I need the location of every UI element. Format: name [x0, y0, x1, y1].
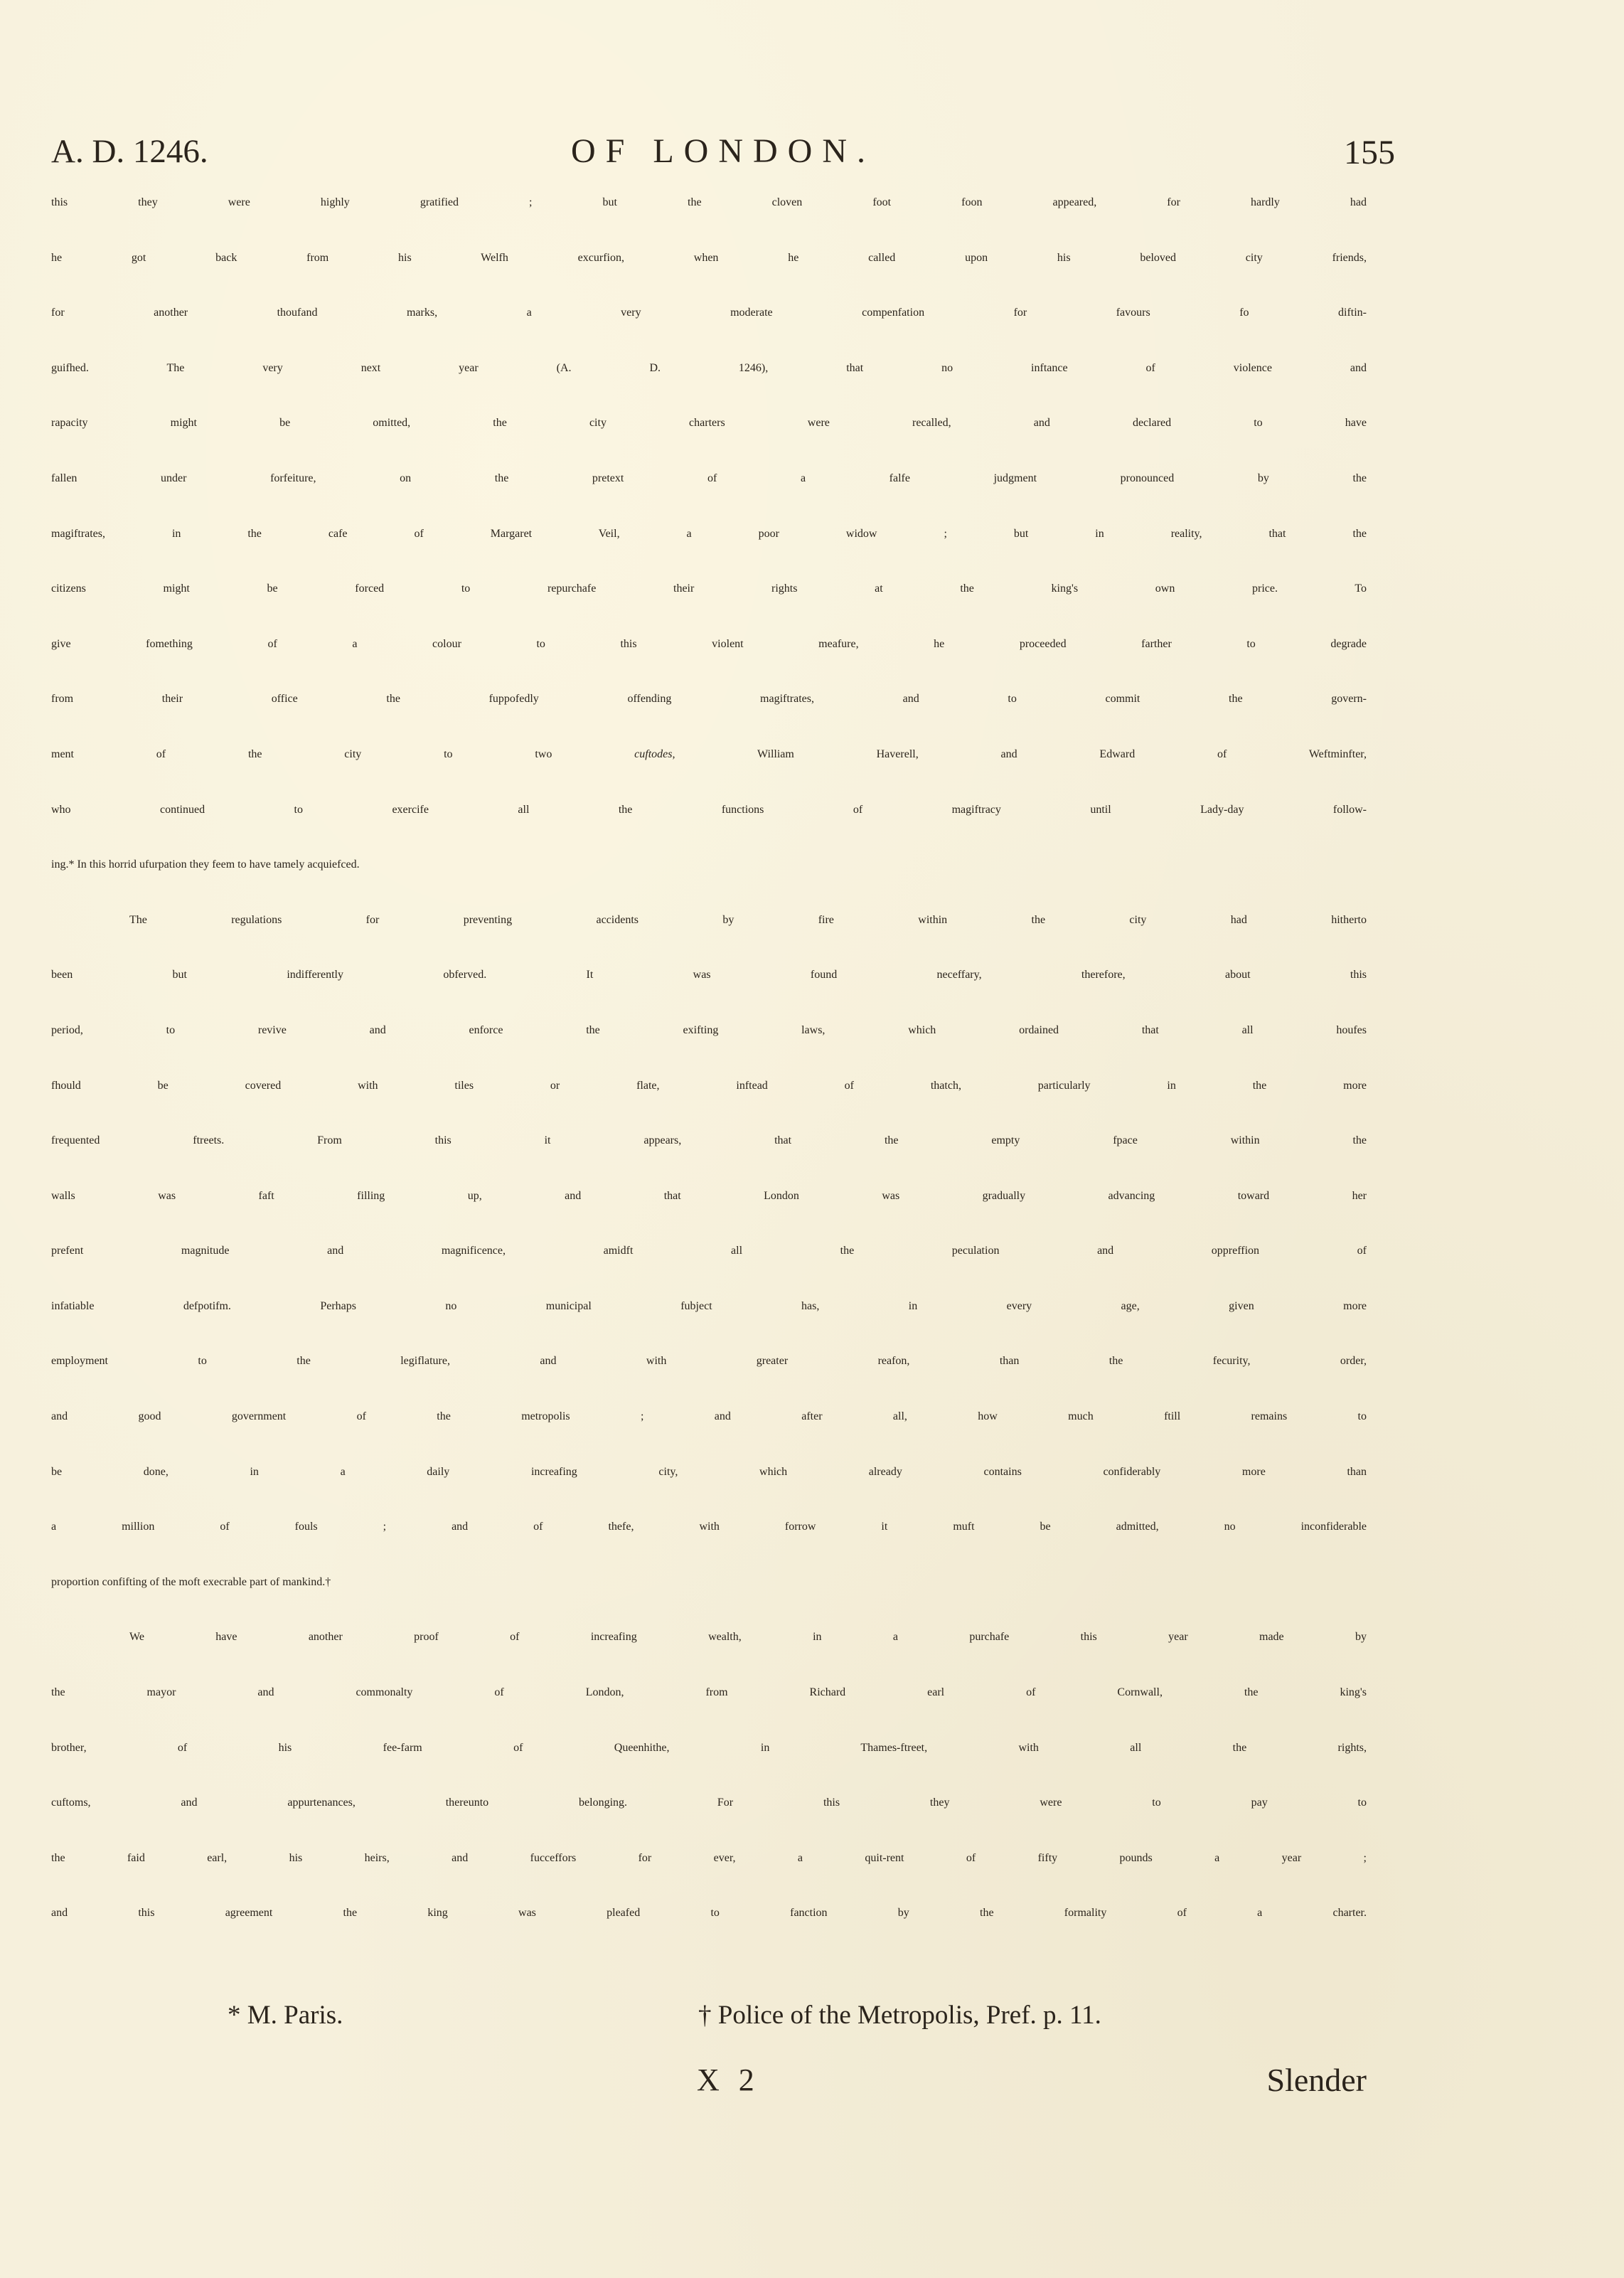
- text-line: We have another proof of increafing wealth, in a purchafe this year made by: [129, 1631, 1367, 1644]
- text-line: ing.* In this horrid ufurpation they feem to have tamely acquiefced.: [51, 858, 360, 871]
- text-line: magiftrates, in the cafe of Margaret Veil, a poor widow ; but in reality, that the: [51, 527, 1367, 540]
- text-line: prefent magnitude and magnificence, amidft all the peculation and oppreffion of: [51, 1245, 1367, 1257]
- text-line: and good government of the metropolis ; and after all, how much ftill remains to: [51, 1410, 1367, 1423]
- text-line: period, to revive and enforce the exifting laws, which ordained that all houfes: [51, 1023, 1367, 1036]
- signature-mark: X 2: [697, 2063, 760, 2097]
- text-line: fhould be covered with tiles or flate, inftead of thatch, particularly in the more: [51, 1079, 1367, 1092]
- text-line: from their office the fuppofedly offending magiftrates, and to commit the govern-: [51, 693, 1367, 706]
- header-title: OF LONDON.: [571, 132, 875, 170]
- text-line: The regulations for preventing accidents by fire within the city had hitherto: [129, 913, 1367, 926]
- text-line: infatiable defpotifm. Perhaps no municipal fubject has, in every age, given more: [51, 1299, 1367, 1312]
- text-segment: William Haverell, and Edward of Weftminfter,: [757, 747, 1367, 760]
- italic-term: cuftodes,: [634, 747, 675, 760]
- paragraph-3: [51, 1631, 1367, 1962]
- text-line: been but indifferently obferved. It was found neceffary, therefore, about this: [51, 969, 1367, 981]
- text-line: employment to the legiflature, and with greater reafon, than the fecurity, order,: [51, 1355, 1367, 1368]
- text-line: fallen under forfeiture, on the pretext of a falfe judgment pronounced by the: [51, 472, 1367, 484]
- text-line: guifhed. The very next year (A. D. 1246), that no inftance of violence and: [51, 361, 1367, 374]
- paragraph-2: [51, 914, 1367, 1632]
- text-line: frequented ftreets. From this it appears, that the empty fpace within the: [51, 1134, 1367, 1147]
- text-line: and this agreement the king was pleafed to fanction by the formality of a charter.: [51, 1907, 1367, 1920]
- text-line: a million of fouls ; and of thefe, with forrow it muft be admitted, no inconfiderable: [51, 1521, 1367, 1533]
- catchword: Slender: [1266, 2062, 1367, 2098]
- page-foot: [51, 2055, 1367, 2105]
- text-segment: ment of the city to two: [51, 747, 552, 760]
- page-number: 155: [1344, 134, 1395, 171]
- paragraph-1: [51, 196, 1367, 914]
- text-line: walls was faft filling up, and that London was gradually advancing toward her: [51, 1189, 1367, 1202]
- text-line: rapacity might be omitted, the city charters were recalled, and declared to have: [51, 417, 1367, 430]
- text-line: be done, in a daily increafing city, which already contains confiderably more than: [51, 1465, 1367, 1478]
- text-line: he got back from his Welfh excurfion, when he called upon his beloved city friends,: [51, 251, 1367, 264]
- text-line: proportion confifting of the moft execrable part of mankind.†: [51, 1575, 331, 1588]
- header-date: A. D. 1246.: [51, 133, 208, 170]
- body-text: [51, 196, 1367, 1962]
- footnote-1: * M. Paris.: [228, 2001, 343, 2030]
- text-line: this they were highly gratified ; but the cloven foot foon appeared, for hardly had: [51, 196, 1367, 208]
- text-line: for another thoufand marks, a very moderate compenfation for favours fo diftin-: [51, 307, 1367, 319]
- text-line: the mayor and commonalty of London, from Richard earl of Cornwall, the king's: [51, 1686, 1367, 1699]
- text-line-with-italic: [51, 748, 1367, 804]
- footnotes: [51, 1994, 1367, 2037]
- text-line: who continued to exercife all the functions of magiftracy until Lady-day follow-: [51, 803, 1367, 816]
- text-line: give fomething of a colour to this violent meafure, he proceeded farther to degrade: [51, 637, 1367, 650]
- text-line: cuftoms, and appurtenances, thereunto belonging. For this they were to pay to: [51, 1797, 1367, 1809]
- text-line: citizens might be forced to repurchafe their rights at the king's own price. To: [51, 582, 1367, 595]
- text-line: brother, of his fee-farm of Queenhithe, in Thames-ftreet, with all the rights,: [51, 1741, 1367, 1754]
- running-head: [51, 127, 1395, 176]
- text-line: the faid earl, his heirs, and fucceffors for ever, a quit-rent of fifty pounds a year ;: [51, 1851, 1367, 1864]
- footnote-2: † Police of the Metropolis, Pref. p. 11.: [698, 2001, 1101, 2030]
